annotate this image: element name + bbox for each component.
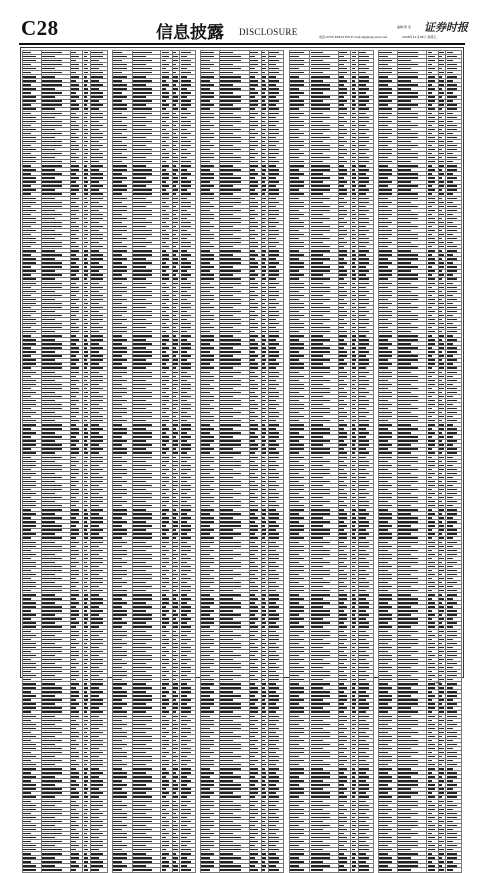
disclosure-table-column-3 <box>200 50 284 873</box>
table-cell <box>180 868 196 872</box>
table-cell <box>172 868 179 872</box>
table-cell <box>338 868 351 872</box>
table-cell <box>83 868 91 872</box>
table-cell <box>70 868 83 872</box>
table-cell <box>113 868 133 872</box>
table-row <box>201 868 284 872</box>
page-number: C28 <box>21 16 59 40</box>
disclosure-table-column-5 <box>378 50 462 873</box>
table-cell <box>358 868 373 872</box>
disclosure-table-column-1 <box>22 50 108 873</box>
table-cell <box>41 868 70 872</box>
table-row <box>290 868 374 872</box>
table-cell <box>132 868 160 872</box>
disclosure-table <box>289 50 374 873</box>
table-cell <box>201 868 220 872</box>
disclosure-table <box>200 50 284 873</box>
disclosure-table <box>378 50 462 873</box>
disclosure-table <box>112 50 196 873</box>
table-cell <box>249 868 261 872</box>
table-row <box>113 868 196 872</box>
section-title: 信息披露 <box>156 23 224 43</box>
table-cell <box>261 868 268 872</box>
disclosure-table-column-2 <box>112 50 196 873</box>
newspaper-logo: 证券时报 <box>424 21 468 34</box>
table-cell <box>351 868 359 872</box>
table-cell <box>220 868 250 872</box>
disclosure-table <box>22 50 108 873</box>
disclosure-table-column-4 <box>289 50 374 873</box>
table-cell <box>23 868 42 872</box>
section-title-en: DISCLOSURE <box>239 27 298 37</box>
editor-line: 编辑:郭 彦 <box>397 25 411 29</box>
publish-date: 2008年11月28日 星期五 <box>402 35 437 39</box>
table-row <box>23 868 108 872</box>
table-cell <box>269 868 284 872</box>
masthead <box>0 0 484 46</box>
table-cell <box>310 868 339 872</box>
table-cell <box>90 868 107 872</box>
table-cell <box>290 868 310 872</box>
contact-line: 电话:0755-83501750 E-mail:szjj@szjj.sina.net <box>319 35 387 39</box>
table-cell <box>161 868 173 872</box>
header-rule <box>19 43 465 45</box>
